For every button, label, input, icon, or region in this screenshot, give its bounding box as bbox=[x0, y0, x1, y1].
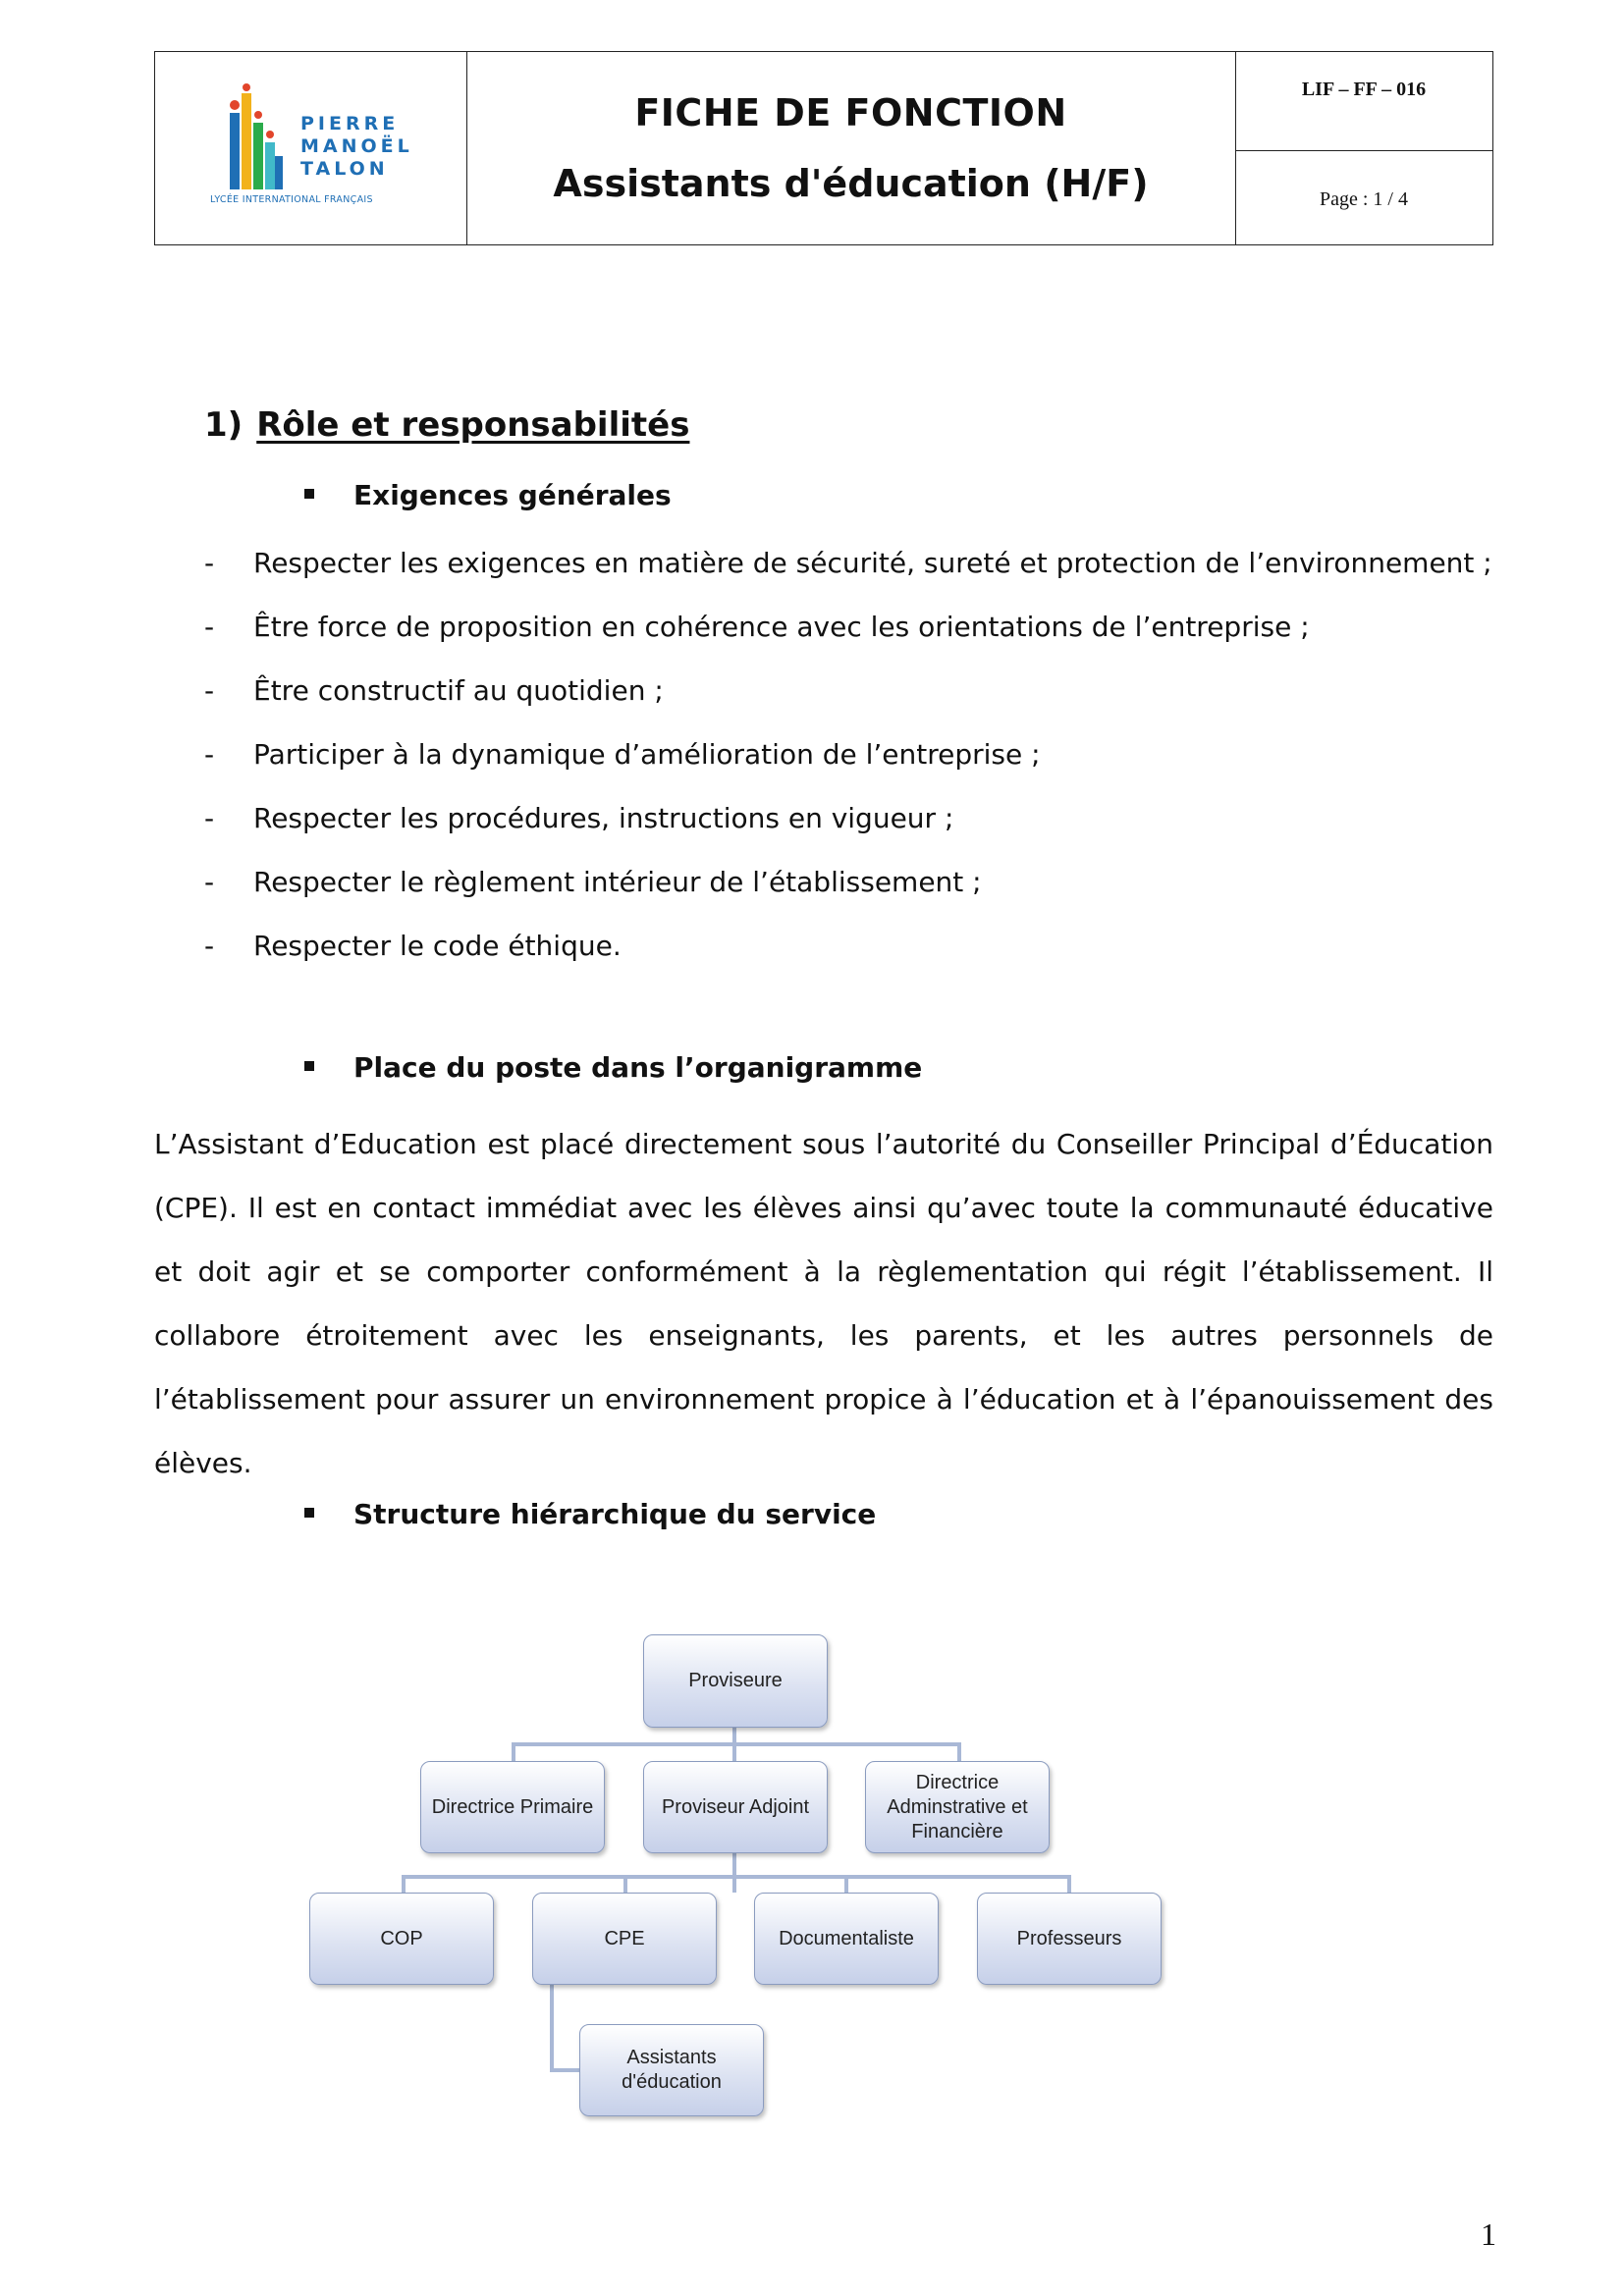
list-item: - Être constructif au quotidien ; bbox=[204, 674, 664, 707]
page-number: 1 bbox=[1481, 2216, 1496, 2252]
square-bullet-icon bbox=[304, 489, 314, 499]
org-box-proviseure: Proviseure bbox=[643, 1634, 828, 1728]
connector bbox=[402, 1875, 406, 1893]
school-logo-icon bbox=[224, 83, 285, 193]
org-box-assistants-education: Assistants d'éducation bbox=[579, 2024, 764, 2116]
org-box-cpe: CPE bbox=[532, 1893, 717, 1985]
connector bbox=[402, 1875, 1071, 1879]
list-item: - Être force de proposition en cohérence avec les orientations de l’entreprise ; bbox=[204, 611, 1310, 643]
document-subtitle: Assistants d'éducation (H/F) bbox=[553, 162, 1149, 205]
subheading-general: Exigences générales bbox=[304, 479, 672, 511]
org-box-directrice-primaire: Directrice Primaire bbox=[420, 1761, 605, 1853]
org-box-directrice-administrative: Directrice Adminstrative et Financière bbox=[865, 1761, 1050, 1853]
connector bbox=[844, 1875, 848, 1893]
page-indicator: Page : 1 / 4 bbox=[1320, 188, 1408, 210]
connector bbox=[732, 1853, 736, 1893]
connector bbox=[550, 1985, 554, 2072]
list-item: - Participer à la dynamique d’amélioration de l’entreprise ; bbox=[204, 738, 1041, 771]
connector bbox=[550, 2068, 581, 2072]
logo-cell bbox=[155, 52, 467, 244]
list-item: - Respecter les procédures, instructions en vigueur ; bbox=[204, 802, 954, 834]
connector bbox=[1067, 1875, 1071, 1893]
section-number: 1) bbox=[204, 405, 244, 445]
subheading-org-place: Place du poste dans l’organigramme bbox=[304, 1051, 922, 1084]
list-item: - Respecter le règlement intérieur de l’établissement ; bbox=[204, 866, 982, 898]
document-header bbox=[154, 51, 1493, 245]
document-reference: LIF – FF – 016 bbox=[1235, 52, 1492, 151]
section-heading bbox=[204, 405, 689, 445]
general-requirements-list bbox=[204, 542, 1492, 988]
subheading-structure: Structure hiérarchique du service bbox=[304, 1498, 876, 1530]
meta-cell bbox=[1235, 52, 1492, 244]
square-bullet-icon bbox=[304, 1061, 314, 1071]
connector bbox=[512, 1742, 961, 1746]
list-item: - Respecter le code éthique. bbox=[204, 930, 622, 962]
connector bbox=[732, 1728, 736, 1761]
square-bullet-icon bbox=[304, 1508, 314, 1518]
logo-subtitle: LYCÉE INTERNATIONAL FRANÇAIS bbox=[210, 194, 373, 205]
document-title: FICHE DE FONCTION bbox=[634, 91, 1067, 134]
connector bbox=[623, 1875, 627, 1893]
logo-wordmark: PIERRE MANOËL TALON bbox=[300, 113, 413, 180]
org-box-proviseur-adjoint: Proviseur Adjoint bbox=[643, 1761, 828, 1853]
title-cell bbox=[466, 52, 1236, 244]
org-box-cop: COP bbox=[309, 1893, 494, 1985]
org-box-professeurs: Professeurs bbox=[977, 1893, 1162, 1985]
org-box-documentaliste: Documentaliste bbox=[754, 1893, 939, 1985]
list-item: - Respecter les exigences en matière de sécurité, sureté et protection de l’environnement ; bbox=[204, 547, 1492, 579]
org-place-paragraph: L’Assistant d’Education est placé directement sous l’autorité du Conseiller Principal d’Éducation (CPE). Il est en contact immédiat avec les élèves ainsi qu’avec toute la communauté éducative et doit agir et se comporter conformément à la règlementation qui régit l’établissement. Il collabore étroitement avec les enseignants, les parents, et les autres personnels de l’établissement pour assurer un environnement propice à l’éducation et à l’épanouissement des élèves. bbox=[154, 1128, 1493, 1479]
section-title: Rôle et responsabilités bbox=[256, 405, 690, 445]
connector bbox=[512, 1742, 515, 1761]
connector bbox=[957, 1742, 961, 1761]
